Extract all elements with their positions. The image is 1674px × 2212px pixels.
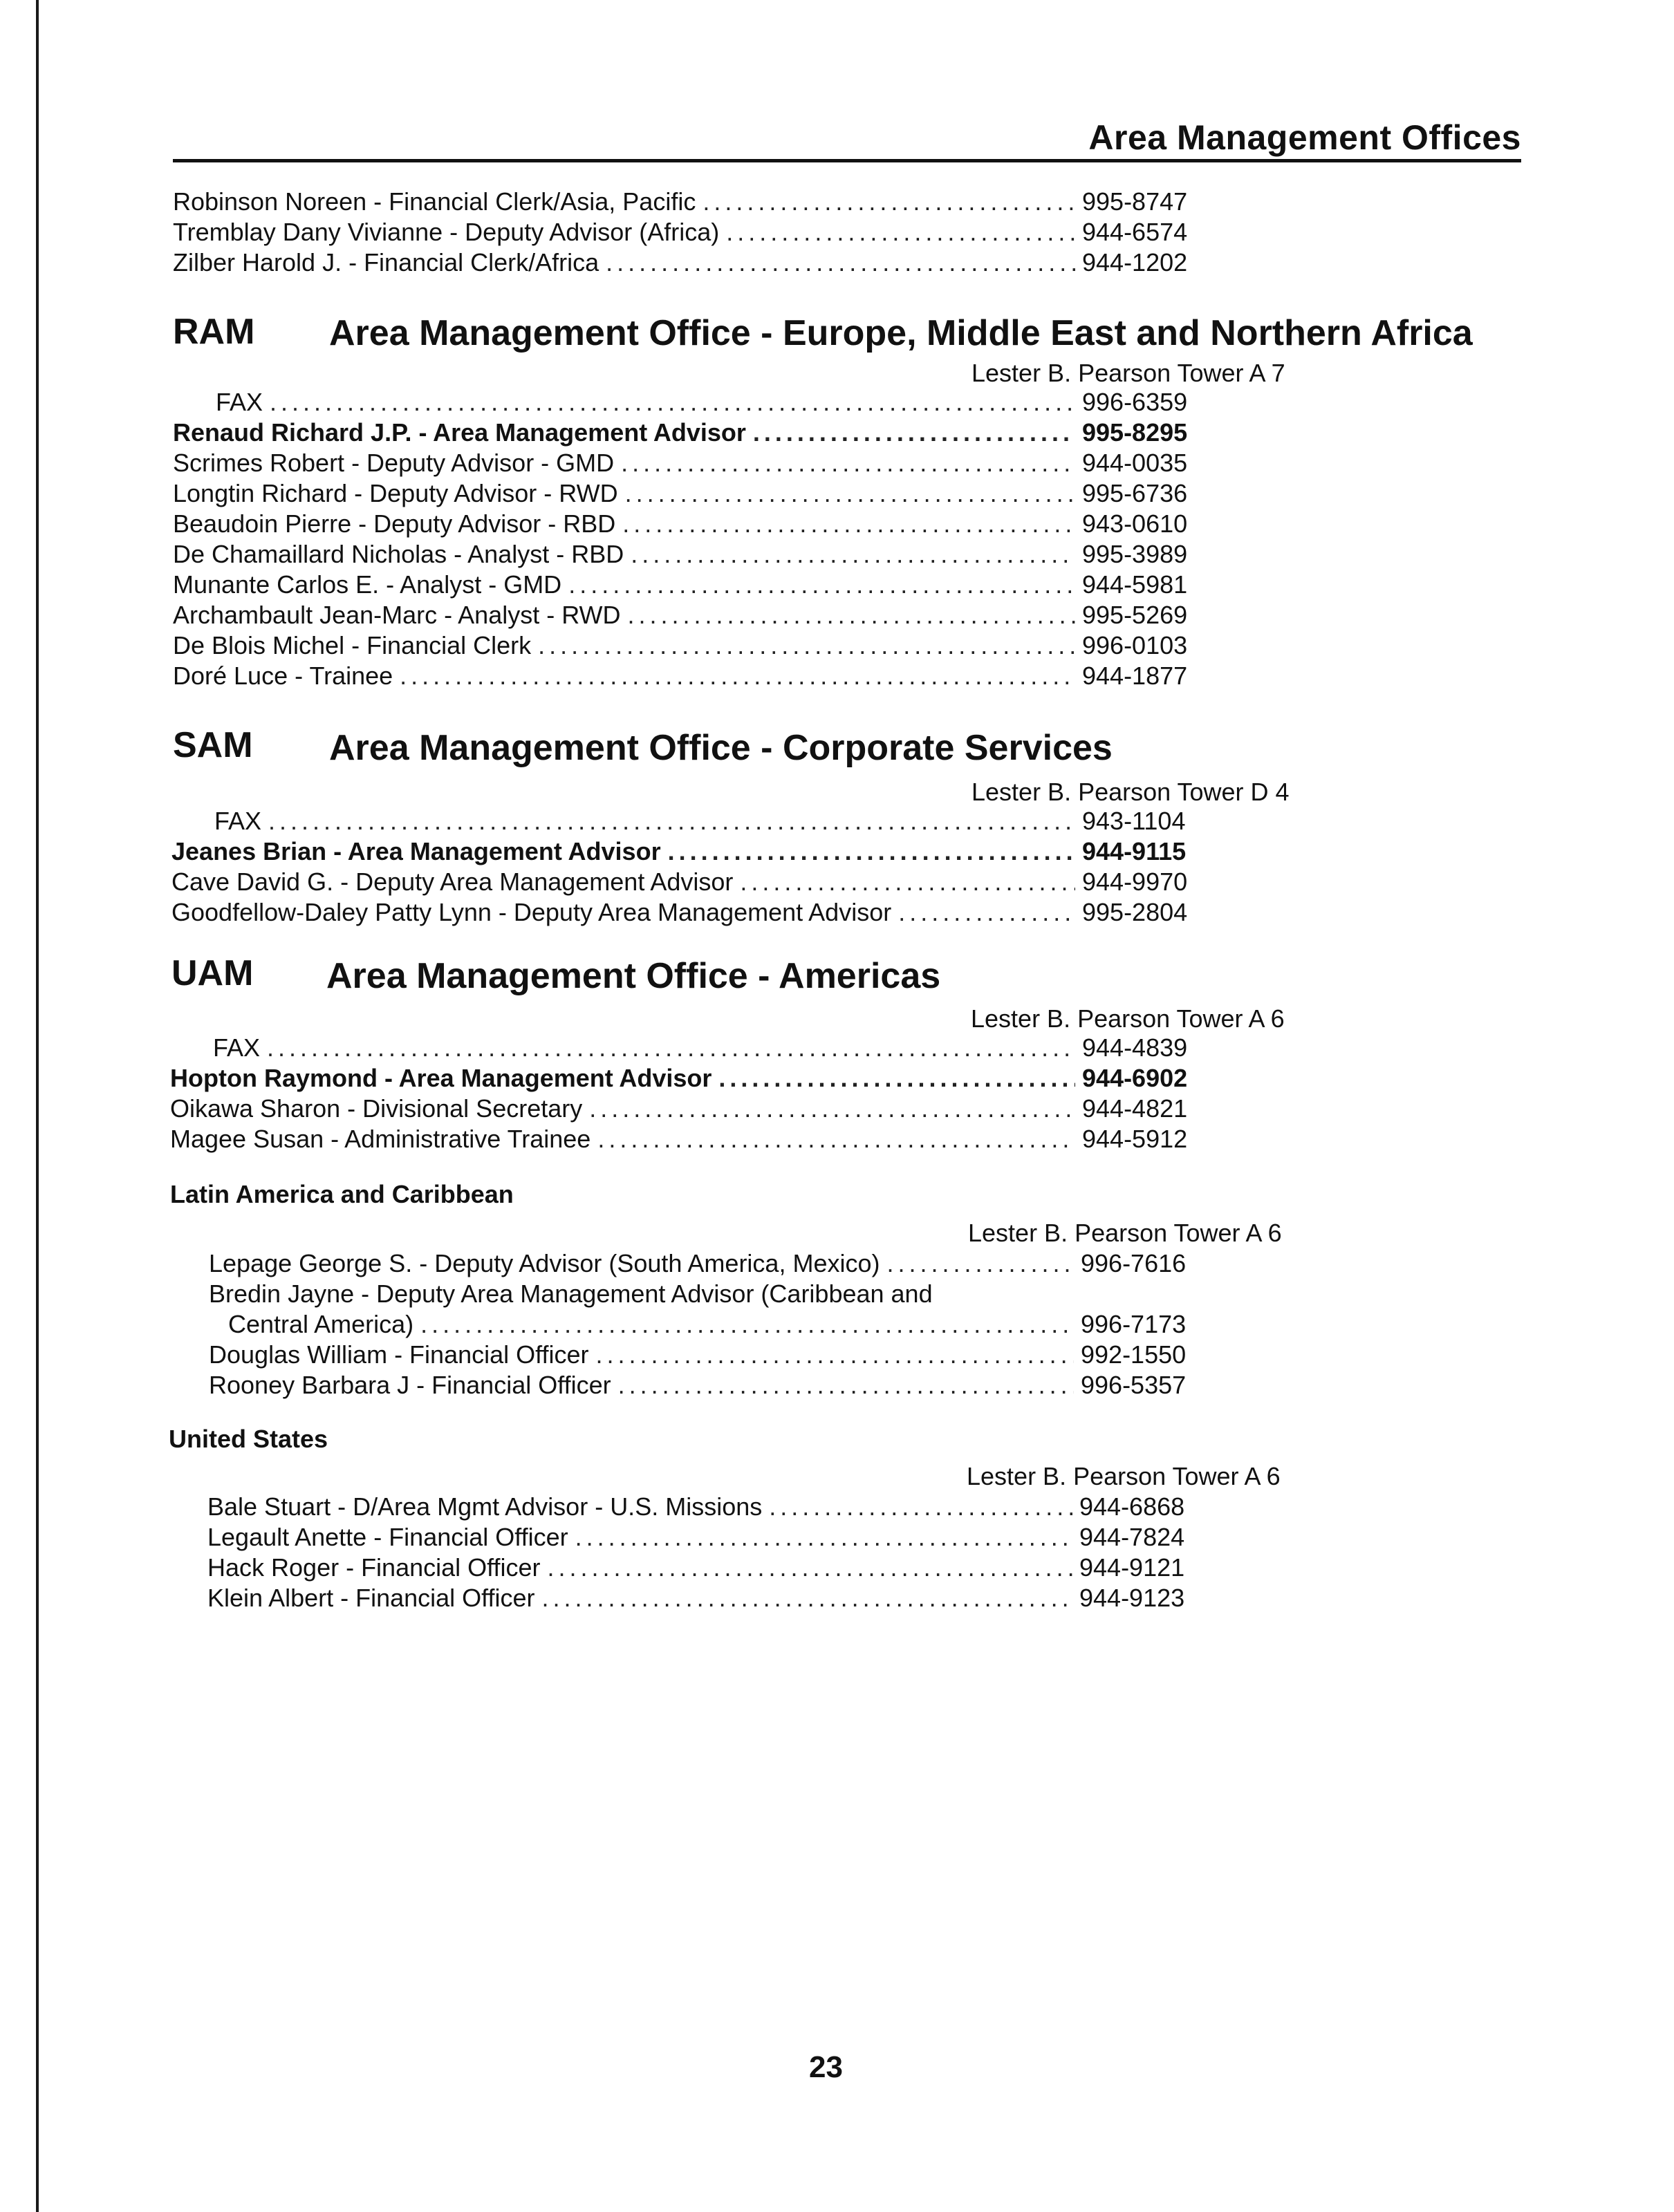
list-item: [209, 1370, 1198, 1400]
page-title: Area Management Offices: [1088, 118, 1521, 157]
section-title: Area Management Office - Corporate Services: [329, 728, 1113, 768]
dot-leader: [267, 1033, 1075, 1063]
dot-leader: [400, 661, 1075, 691]
section-code: UAM: [171, 953, 254, 993]
fax-row: [214, 806, 1200, 836]
dot-leader: [631, 539, 1075, 570]
entry-name: FAX: [213, 1033, 261, 1062]
entry-name: Munante Carlos E. - Analyst - GMD: [173, 570, 562, 599]
entry-name: Scrimes Robert - Deputy Advisor - GMD: [173, 449, 615, 477]
entry-phone: 944-5912: [1082, 1125, 1188, 1153]
entry-name: Cave David G. - Deputy Area Management Advisor: [171, 868, 734, 896]
list-item: [173, 418, 1200, 448]
binding-edge: [36, 0, 39, 2212]
list-item: [171, 897, 1200, 928]
entry-name: De Chamaillard Nicholas - Analyst - RBD: [173, 540, 624, 568]
section-title: Area Management Office - Europe, Middle East and Northern Africa: [329, 313, 1473, 353]
subsection-heading: United States: [169, 1425, 328, 1453]
list-item: [173, 448, 1200, 478]
entry-phone: 944-9123: [1079, 1584, 1185, 1612]
dot-leader: [268, 806, 1075, 836]
subsection-location: Lester B. Pearson Tower A 6: [968, 1219, 1282, 1247]
section-location: Lester B. Pearson Tower D 4: [971, 778, 1290, 806]
list-item: [173, 630, 1200, 661]
entry-phone: 944-9115: [1082, 837, 1187, 865]
list-item: [170, 1063, 1200, 1094]
dot-leader: [703, 187, 1075, 217]
entry-name: Douglas William - Financial Officer: [209, 1340, 589, 1369]
subsection-location: Lester B. Pearson Tower A 6: [967, 1462, 1281, 1490]
dot-leader: [718, 1063, 1075, 1094]
dot-leader: [628, 600, 1075, 630]
page-number: 23: [809, 2050, 843, 2084]
entry-phone: 944-9121: [1079, 1553, 1185, 1582]
dot-leader: [568, 570, 1075, 600]
entry-name: Klein Albert - Financial Officer: [207, 1584, 535, 1612]
dot-leader: [589, 1094, 1075, 1124]
entry-name: Beaudoin Pierre - Deputy Advisor - RBD: [173, 509, 616, 538]
entry-phone: 995-8295: [1082, 418, 1188, 447]
dot-leader: [597, 1124, 1075, 1154]
entry-phone: 995-6736: [1082, 479, 1188, 507]
list-item: [207, 1583, 1197, 1613]
entry-phone: 944-6868: [1079, 1492, 1185, 1521]
entry-phone: 944-0035: [1082, 449, 1188, 477]
dot-leader: [886, 1248, 1074, 1279]
dot-leader: [575, 1522, 1072, 1553]
dot-leader: [726, 217, 1075, 247]
list-item: [173, 217, 1200, 247]
entry-name: FAX: [214, 807, 262, 835]
dot-leader: [542, 1583, 1072, 1613]
section-code: SAM: [173, 725, 253, 765]
subsection-heading: Latin America and Caribbean: [170, 1180, 514, 1208]
entry-name: Robinson Noreen - Financial Clerk/Asia, Pacific: [173, 187, 696, 216]
list-item: [207, 1522, 1197, 1553]
dot-leader: [621, 448, 1075, 478]
entry-phone: 944-4821: [1082, 1094, 1188, 1123]
entry-phone: 944-7824: [1079, 1523, 1185, 1551]
entry-phone: 995-2804: [1082, 898, 1188, 926]
dot-leader: [420, 1309, 1074, 1340]
entry-phone: 996-0103: [1082, 631, 1188, 659]
entry-phone: 995-8747: [1082, 187, 1188, 216]
entry-phone: 944-5981: [1082, 570, 1188, 599]
entry-name: Bale Stuart - D/Area Mgmt Advisor - U.S. Missions: [207, 1492, 763, 1521]
fax-row: [216, 387, 1200, 418]
fax-row: [213, 1033, 1200, 1063]
list-item: [207, 1492, 1197, 1522]
dot-leader: [769, 1492, 1072, 1522]
list-item-continuation: [228, 1309, 1198, 1340]
entry-name: Magee Susan - Administrative Trainee: [170, 1125, 591, 1153]
entry-name: Goodfellow-Daley Patty Lynn - Deputy Area Management Advisor: [171, 898, 892, 926]
section-title: Area Management Office - Americas: [326, 956, 941, 996]
entry-phone: 944-6574: [1082, 218, 1188, 246]
list-item-line: Bredin Jayne - Deputy Area Management Advisor (Caribbean and: [209, 1280, 933, 1308]
list-item: [173, 509, 1200, 539]
entry-phone: 944-4839: [1082, 1033, 1188, 1062]
dot-leader: [538, 630, 1075, 661]
section-code: RAM: [173, 312, 255, 352]
entry-phone: 944-6902: [1082, 1064, 1188, 1092]
entry-name: Renaud Richard J.P. - Area Management Advisor: [173, 418, 746, 447]
section-location: Lester B. Pearson Tower A 7: [971, 359, 1285, 387]
entry-name: Central America): [228, 1310, 414, 1338]
list-item: [173, 539, 1200, 570]
entry-name: Zilber Harold J. - Financial Clerk/Africa: [173, 248, 599, 276]
dot-leader: [668, 836, 1075, 867]
list-item: [173, 247, 1200, 278]
entry-name: Archambault Jean-Marc - Analyst - RWD: [173, 601, 621, 629]
dot-leader: [596, 1340, 1075, 1370]
entry-phone: 944-1877: [1082, 662, 1188, 690]
dot-leader: [898, 897, 1075, 928]
entry-phone: 995-3989: [1082, 540, 1188, 568]
list-item: [170, 1094, 1200, 1124]
entry-name: FAX: [216, 388, 263, 416]
entry-phone: 943-0610: [1082, 509, 1188, 538]
entry-phone: 944-9970: [1082, 868, 1188, 896]
page-header: [173, 111, 1521, 162]
entry-phone: 944-1202: [1082, 248, 1188, 276]
entry-name: Hack Roger - Financial Officer: [207, 1553, 541, 1582]
dot-leader: [270, 387, 1075, 418]
list-item: [207, 1553, 1197, 1583]
entry-name: Jeanes Brian - Area Management Advisor: [171, 837, 661, 865]
entry-phone: 995-5269: [1082, 601, 1188, 629]
list-item: [173, 570, 1200, 600]
list-item: [173, 661, 1200, 691]
entry-name: Lepage George S. - Deputy Advisor (South America, Mexico): [209, 1249, 880, 1277]
entry-name: Rooney Barbara J - Financial Officer: [209, 1371, 611, 1399]
entry-phone: 996-5357: [1081, 1371, 1187, 1399]
entry-phone: 992-1550: [1081, 1340, 1187, 1369]
entry-name: Hopton Raymond - Area Management Advisor: [170, 1064, 712, 1092]
dot-leader: [622, 509, 1075, 539]
list-item: [173, 187, 1200, 217]
dot-leader: [625, 478, 1075, 509]
list-item: [171, 836, 1200, 867]
entry-name: Longtin Richard - Deputy Advisor - RWD: [173, 479, 618, 507]
list-item: [209, 1340, 1198, 1370]
entry-phone: 996-6359: [1082, 388, 1188, 416]
list-item: [170, 1124, 1200, 1154]
entry-phone: 996-7616: [1081, 1249, 1187, 1277]
entry-name: Oikawa Sharon - Divisional Secretary: [170, 1094, 583, 1123]
list-item: [171, 867, 1200, 897]
section-location: Lester B. Pearson Tower A 6: [971, 1004, 1285, 1033]
entry-name: Tremblay Dany Vivianne - Deputy Advisor (Africa): [173, 218, 720, 246]
entry-name: De Blois Michel - Financial Clerk: [173, 631, 532, 659]
entry-phone: 996-7173: [1081, 1310, 1187, 1338]
list-item: [173, 478, 1200, 509]
list-item: [173, 600, 1200, 630]
entry-name: Legault Anette - Financial Officer: [207, 1523, 568, 1551]
dot-leader: [753, 418, 1075, 448]
dot-leader: [618, 1370, 1074, 1400]
list-item: [209, 1248, 1198, 1279]
dot-leader: [606, 247, 1075, 278]
entry-name: Doré Luce - Trainee: [173, 662, 393, 690]
dot-leader: [740, 867, 1075, 897]
entry-phone: 943-1104: [1082, 807, 1186, 835]
dot-leader: [548, 1553, 1073, 1583]
